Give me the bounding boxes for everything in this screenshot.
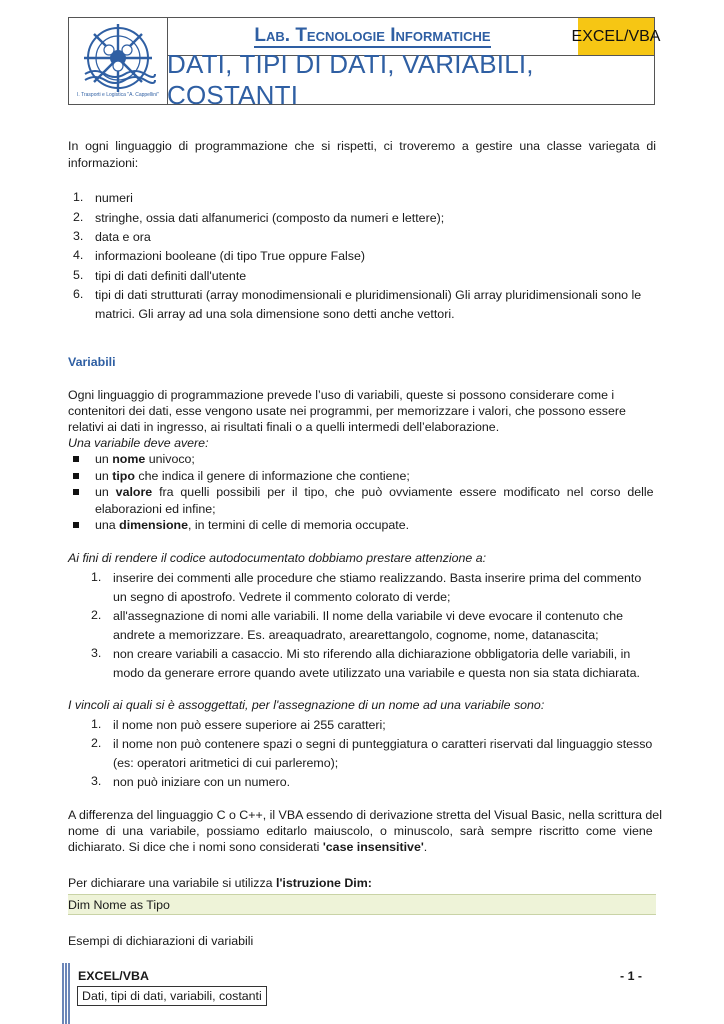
logo-caption: I. Trasporti e Logistica "A. Cappellini" xyxy=(77,92,159,98)
list-item-continuation: modo da generare errore quando avete utilizzato una variabile e questa non sia stata dichiarata. xyxy=(113,666,640,680)
list-item-continuation: un segno di apostrofo. Vedrete il commento colorato di verde; xyxy=(113,590,451,604)
bullet-item: un valore fra quelli possibili per il tipo, che può ovviamente essere modificato nel corso delle xyxy=(95,485,654,499)
list-item: non creare variabili a casaccio. Mi sto riferendo alla dichiarazione obbligatoria delle variabili, in xyxy=(113,647,631,661)
list-number: 3. xyxy=(73,229,84,243)
list-number: 3. xyxy=(91,646,102,660)
italic-intro: I vincoli ai quali si è assoggettati, per l'assegnazione di un nome ad una variabile sono: xyxy=(68,698,545,712)
intro-paragraph: In ogni linguaggio di programmazione che si rispetti, ci troveremo a gestire una classe variegata di informazioni: xyxy=(68,139,656,170)
list-item-continuation: (es: operatori aritmetici di cui parleremo); xyxy=(113,756,339,770)
footer-decor-bars xyxy=(62,963,70,1024)
list-item-continuation: matrici. Gli array ad una sola dimensione sono detti anche vettori. xyxy=(95,307,455,321)
list-item: inserire dei commenti alle procedure che stiamo realizzando. Basta inserire prima del commento xyxy=(113,571,642,585)
dim-intro: Per dichiarare una variabile si utilizza l'istruzione Dim: xyxy=(68,876,372,890)
list-item: data e ora xyxy=(95,230,151,244)
list-number: 2. xyxy=(73,210,84,224)
list-number: 2. xyxy=(91,736,102,750)
list-item: non può iniziare con un numero. xyxy=(113,775,291,789)
paragraph-line: relativi ai dati in ingresso, ai risultati finali o a quelli intermedi dell’elaborazione. xyxy=(68,420,500,434)
code-block: Dim Nome as Tipo xyxy=(68,894,656,915)
page-title: DATI, TIPI DI DATI, VARIABILI, COSTANTI xyxy=(167,48,534,110)
bullet-item: un tipo che indica il genere di informazione che contiene; xyxy=(95,469,410,483)
list-number: 1. xyxy=(73,190,84,204)
list-item: numeri xyxy=(95,191,133,205)
page-number: - 1 - xyxy=(620,969,643,983)
bullet-item-continuation: elaborazioni ed infine; xyxy=(95,502,216,516)
list-number: 4. xyxy=(73,248,84,262)
footer-title: EXCEL/VBA xyxy=(78,969,149,983)
subject-tag: EXCEL/VBA xyxy=(578,18,654,56)
list-item: informazioni booleane (di tipo True oppure False) xyxy=(95,249,365,263)
paragraph-line: Ogni linguaggio di programmazione prevede l’uso di variabili, queste si possono considerare come i xyxy=(68,388,615,402)
bullet-item: una dimensione, in termini di celle di memoria occupate. xyxy=(95,518,410,532)
list-item-continuation: andrete a memorizzare. Es. areaquadrato, arearettangolo, cognome, nome, datanascita; xyxy=(113,628,599,642)
italic-intro: Una variabile deve avere: xyxy=(68,436,209,450)
paragraph-line: nome di una variabile, possiamo editarlo maiuscolo, o minuscolo, sarà sempre riscritto come viene xyxy=(68,824,653,838)
bullet-square-icon xyxy=(73,473,79,479)
bullet-square-icon xyxy=(73,489,79,495)
bullet-item: un nome univoco; xyxy=(95,452,195,466)
list-item: il nome non può essere superiore ai 255 caratteri; xyxy=(113,718,386,732)
paragraph-line: contenitori dei dati, esse vengono usate nei programmi, per memorizzare i valori, che possono essere xyxy=(68,404,626,418)
list-item: tipi di dati strutturati (array monodimensionali e pluridimensionali) Gli array pluridimensionali sono le xyxy=(95,288,642,302)
list-number: 6. xyxy=(73,287,84,301)
footer-subtitle: Dati, tipi di dati, variabili, costanti xyxy=(77,986,267,1006)
paragraph-line: A differenza del linguaggio C o C++, il VBA essendo di derivazione stretta del Visual Basic, nella scrittura del xyxy=(68,808,662,822)
bullet-square-icon xyxy=(73,522,79,528)
bullet-square-icon xyxy=(73,456,79,462)
list-item: all'assegnazione di nomi alle variabili. Il nome della variabile vi deve evocare il contenuto che xyxy=(113,609,623,623)
header-table xyxy=(68,17,661,110)
list-number: 3. xyxy=(91,774,102,788)
list-number: 5. xyxy=(73,268,84,282)
list-number: 1. xyxy=(91,570,102,584)
list-number: 1. xyxy=(91,717,102,731)
list-item: tipi di dati definiti dall'utente xyxy=(95,269,247,283)
section-heading-variabili: Variabili xyxy=(68,355,116,369)
list-item: il nome non può contenere spazi o segni di punteggiatura o caratteri riservati dal linguaggio stesso xyxy=(113,737,653,751)
paragraph-line: dichiarato. Si dice che i nomi sono considerati 'case insensitive'. xyxy=(68,840,428,854)
list-number: 2. xyxy=(91,608,102,622)
list-item: stringhe, ossia dati alfanumerici (composto da numeri e lettere); xyxy=(95,211,445,225)
italic-intro: Ai fini di rendere il codice autodocumentato dobbiamo prestare attenzione a: xyxy=(68,551,487,565)
examples-caption: Esempi di dichiarazioni di variabili xyxy=(68,934,254,948)
ship-wheel-logo-icon xyxy=(79,22,157,100)
school-logo xyxy=(69,18,168,104)
lab-heading: Lab. Tecnologie Informatiche xyxy=(167,18,579,56)
